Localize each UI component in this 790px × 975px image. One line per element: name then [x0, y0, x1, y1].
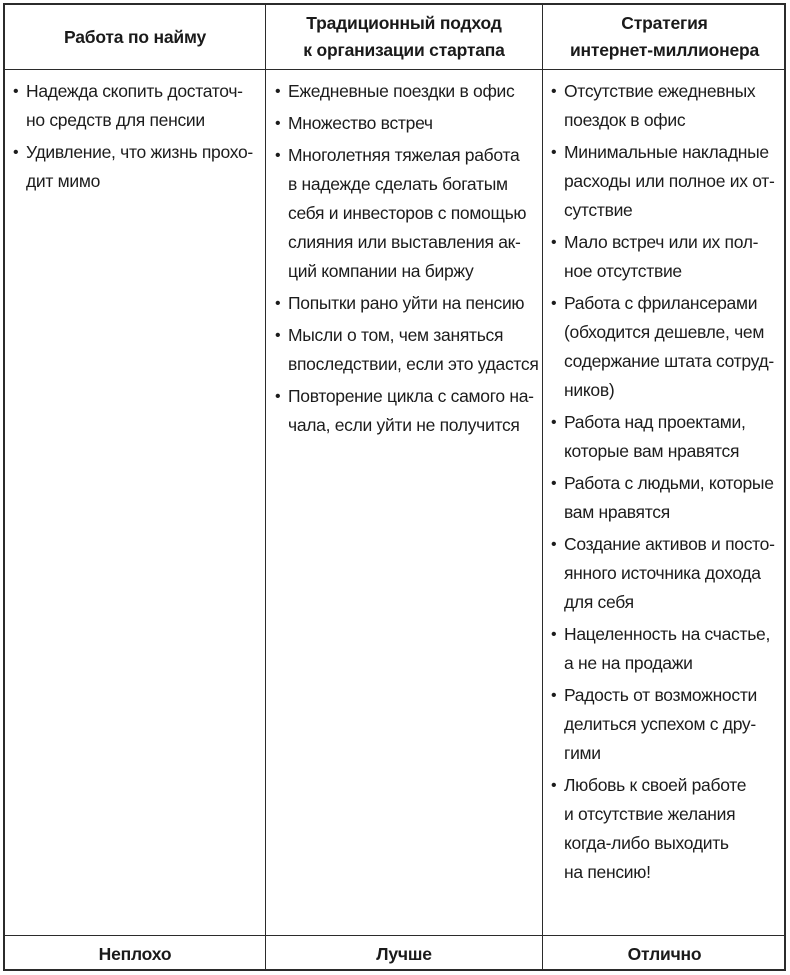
column-divider-2 [542, 5, 543, 969]
column-divider-1 [265, 5, 266, 969]
list-item [551, 77, 785, 135]
header-traditional-startup [266, 5, 542, 69]
item-line: слияния или выставления ак- [288, 232, 521, 252]
list-item [551, 138, 785, 225]
item-line: Отсутствие ежедневных [564, 81, 756, 101]
list-item [275, 289, 540, 318]
item-line: Многолетняя тяжелая работа [288, 145, 520, 165]
item-line: Мысли о том, чем заняться [288, 325, 504, 345]
item-line: Минимальные накладные [564, 142, 769, 162]
header-line: Традиционный подход [306, 13, 502, 33]
item-line: вам нравятся [564, 502, 670, 522]
list-item [551, 469, 785, 527]
bullet-icon: • [275, 388, 281, 405]
list-item [13, 77, 263, 135]
item-line: Ежедневные поездки в офис [288, 81, 515, 101]
item-line: на пенсию! [564, 862, 651, 882]
item-line: (обходится дешевле, чем [564, 322, 765, 342]
list-item [551, 289, 785, 405]
item-line: дит мимо [26, 171, 101, 191]
column-employment [13, 77, 263, 199]
bullet-icon: • [551, 626, 557, 643]
item-line: содержание штата сотруд- [564, 351, 774, 371]
item-line: и отсутствие желания [564, 804, 736, 824]
item-line: Любовь к своей работе [564, 775, 747, 795]
bullet-icon: • [275, 147, 281, 164]
item-line: себя и инвесторов с помощью [288, 203, 527, 223]
item-line: Удивление, что жизнь прохо- [26, 142, 253, 162]
header-line: к организации стартапа [303, 40, 505, 60]
item-line: сутствие [564, 200, 633, 220]
bullet-icon: • [275, 295, 281, 312]
item-line: когда-либо выходить [564, 833, 729, 853]
item-line: янного источника дохода [564, 563, 761, 583]
bullet-icon: • [551, 295, 557, 312]
list-item [551, 408, 785, 466]
comparison-table [3, 3, 786, 971]
item-line: Повторение цикла с самого на- [288, 386, 534, 406]
item-line: а не на продажи [564, 653, 693, 673]
list-item [13, 138, 263, 196]
bullet-icon: • [551, 144, 557, 161]
rating-employment: Неплохо [98, 943, 172, 964]
item-line: ников) [564, 380, 615, 400]
rating-traditional-startup: Лучше [376, 943, 432, 964]
column-traditional-startup [275, 77, 540, 443]
header-employment [5, 5, 265, 69]
item-line: гими [564, 743, 601, 763]
item-line: ное отсутствие [564, 261, 682, 281]
list-item [275, 109, 540, 138]
item-line: Радость от возможности [564, 685, 758, 705]
header-line: Работа по найму [63, 26, 207, 47]
item-line: Попытки рано уйти на пенсию [288, 293, 525, 313]
list-item [275, 141, 540, 286]
header-divider [5, 69, 784, 70]
bullet-icon: • [551, 83, 557, 100]
list-item [275, 321, 540, 379]
item-line: Работа с фрилансерами [564, 293, 758, 313]
item-line: делиться успехом с дру- [564, 714, 756, 734]
list-item [551, 681, 785, 768]
bullet-icon: • [551, 414, 557, 431]
item-line: Работа над проектами, [564, 412, 746, 432]
header-line: Стратегия [621, 13, 708, 33]
bullet-icon: • [551, 687, 557, 704]
bullet-icon: • [551, 536, 557, 553]
item-line: Надежда скопить достаточ- [26, 81, 243, 101]
bullet-icon: • [551, 777, 557, 794]
list-item [551, 620, 785, 678]
item-line: Мало встреч или их пол- [564, 232, 759, 252]
list-item [275, 382, 540, 440]
item-line: но средств для пенсии [26, 110, 205, 130]
list-item [551, 228, 785, 286]
item-line: Работа с людьми, которые [564, 473, 774, 493]
header-line: интернет-миллионера [569, 40, 760, 60]
bullet-icon: • [551, 234, 557, 251]
item-line: Множество встреч [288, 113, 433, 133]
bullet-icon: • [13, 144, 19, 161]
bullet-icon: • [275, 327, 281, 344]
list-item [275, 77, 540, 106]
item-line: Создание активов и посто- [564, 534, 775, 554]
column-internet-millionaire [551, 77, 785, 890]
item-line: которые вам нравятся [564, 441, 740, 461]
bullet-icon: • [275, 115, 281, 132]
list-item [551, 530, 785, 617]
item-line: в надежде сделать богатым [288, 174, 508, 194]
rating-internet-millionaire: Отлично [627, 943, 702, 964]
item-line: поездок в офис [564, 110, 686, 130]
item-line: впоследствии, если это удастся [288, 354, 539, 374]
bullet-icon: • [13, 83, 19, 100]
footer-divider [5, 935, 784, 936]
item-line: чала, если уйти не получится [288, 415, 520, 435]
list-item [551, 771, 785, 887]
item-line: расходы или полное их от- [564, 171, 775, 191]
header-internet-millionaire [543, 5, 786, 69]
bullet-icon: • [551, 475, 557, 492]
item-line: для себя [564, 592, 634, 612]
item-line: Нацеленность на счастье, [564, 624, 771, 644]
bullet-icon: • [275, 83, 281, 100]
item-line: ций компании на биржу [288, 261, 474, 281]
